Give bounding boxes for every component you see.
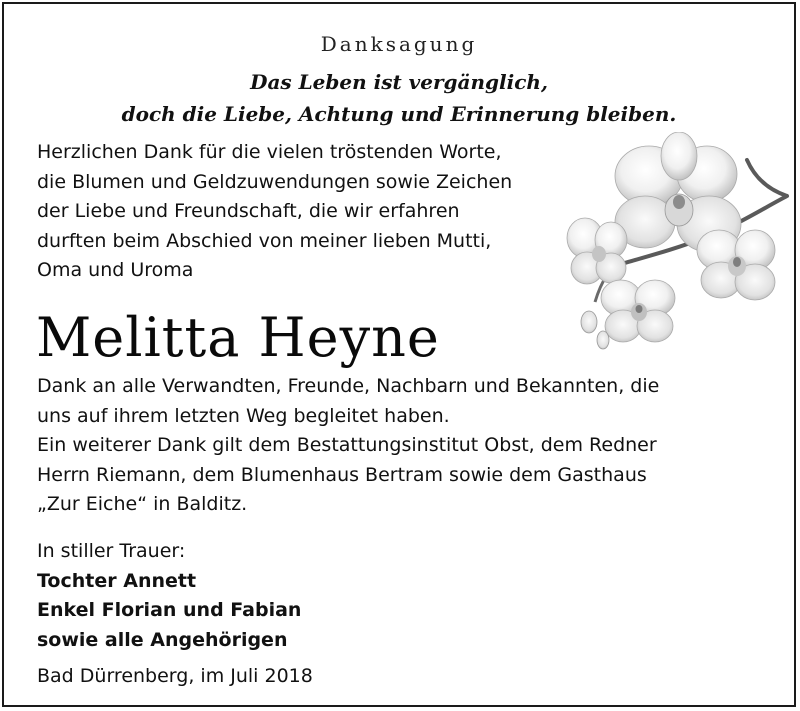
notice-heading: Danksagung <box>320 32 478 56</box>
intro-line: der Liebe und Freundschaft, die wir erfahren <box>37 200 460 222</box>
intro-text <box>37 138 597 286</box>
thanks-line: Herrn Riemann, dem Blumenhaus Bertram sowie dem Gasthaus <box>37 463 647 486</box>
place-date: Bad Dürrenberg, im Juli 2018 <box>37 665 313 687</box>
intro-line: die Blumen und Geldzuwendungen sowie Zeichen <box>37 170 513 193</box>
motto-line: doch die Liebe, Achtung und Erinnerung bleiben. <box>121 102 677 126</box>
motto <box>4 66 794 130</box>
deceased-name: Melitta Heyne <box>36 306 440 369</box>
mourner-line: Tochter Annett <box>37 569 197 592</box>
thanks-line: „Zur Eiche“ in Balditz. <box>37 493 248 515</box>
thanks-text <box>37 372 777 520</box>
mourning-intro: In stiller Trauer: <box>37 540 186 562</box>
motto-line: Das Leben ist vergänglich, <box>250 70 548 94</box>
obituary-notice <box>2 2 796 707</box>
mourners-block <box>37 537 301 655</box>
intro-line: durften beim Abschied von meiner lieben Mutti, <box>37 229 492 252</box>
thanks-line: Dank an alle Verwandten, Freunde, Nachbarn und Bekannten, die <box>37 375 660 397</box>
mourner-line: sowie alle Angehörigen <box>37 628 288 651</box>
intro-line: Herzlichen Dank für die vielen tröstenden Worte, <box>37 141 502 163</box>
orchid-branch-icon <box>559 132 791 354</box>
thanks-line: Ein weiterer Dank gilt dem Bestattungsinstitut Obst, dem Redner <box>37 434 657 456</box>
mourner-line: Enkel Florian und Fabian <box>37 599 302 621</box>
thanks-line: uns auf ihrem letzten Weg begleitet haben. <box>37 404 450 427</box>
intro-line: Oma und Uroma <box>37 259 194 281</box>
